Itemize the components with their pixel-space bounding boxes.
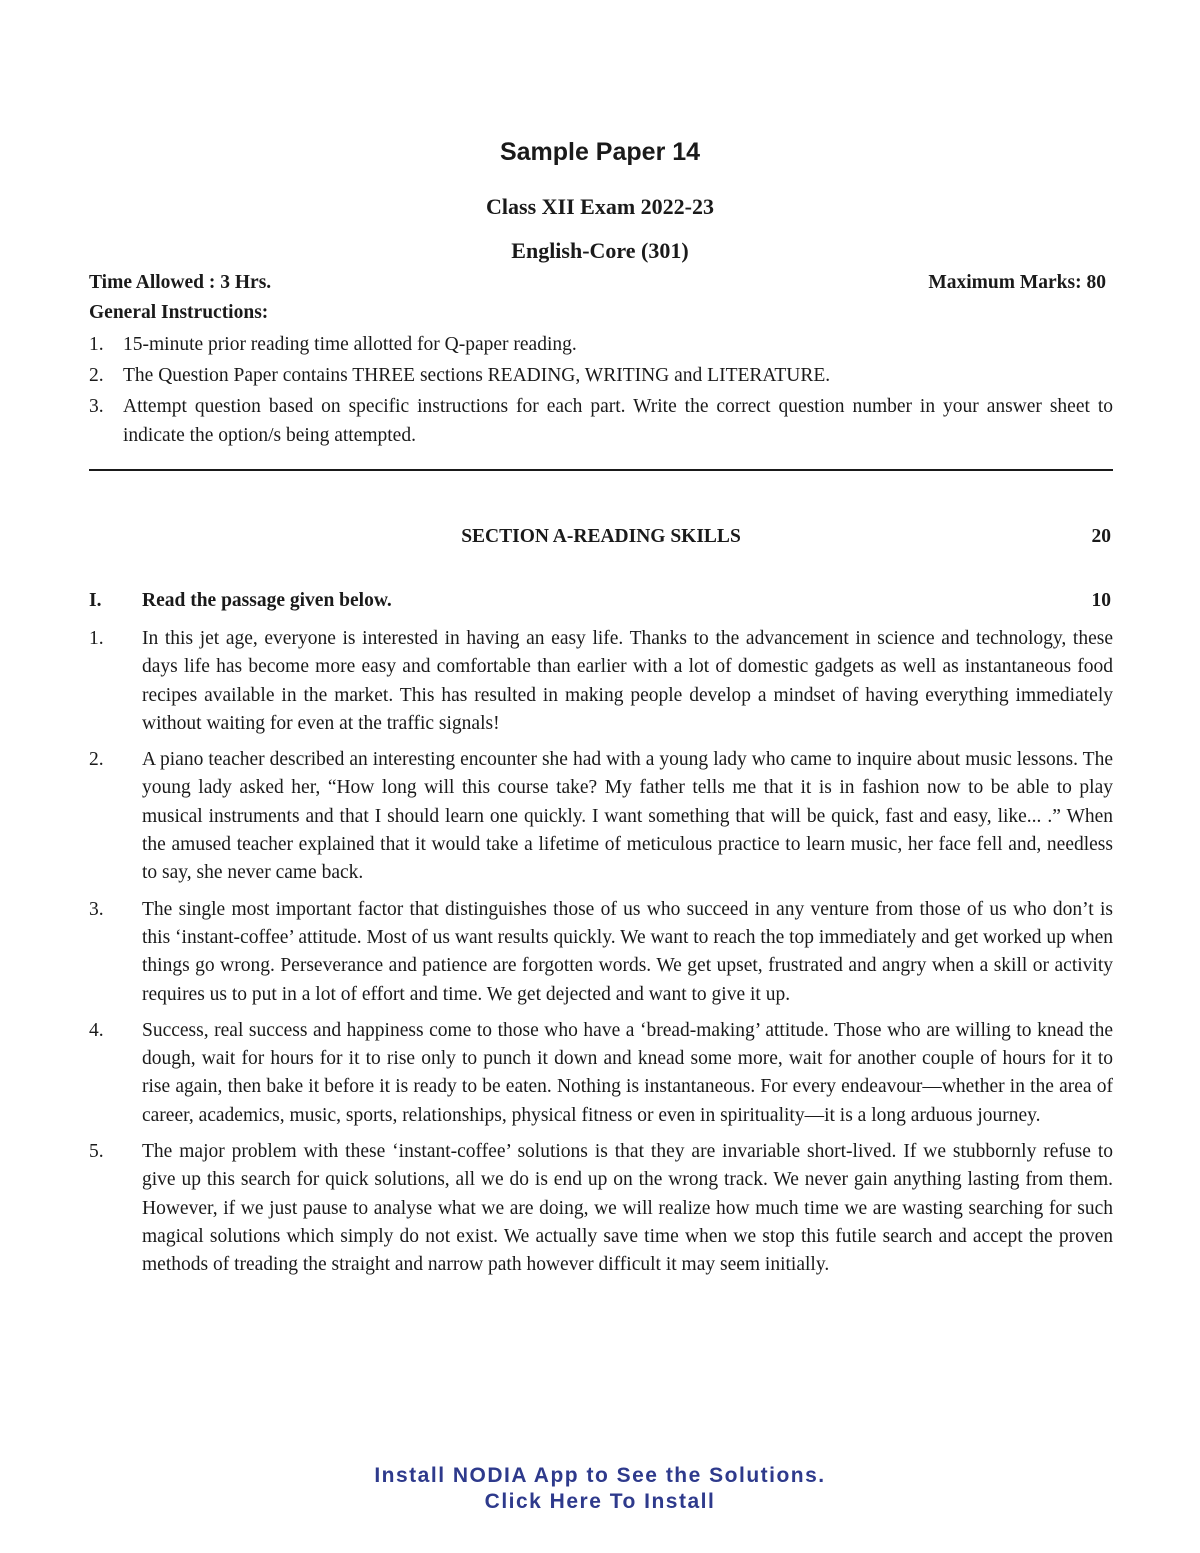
paragraph-number: 4. (89, 1019, 104, 1041)
question-marks: 10 (1091, 590, 1111, 611)
time-allowed: Time Allowed : 3 Hrs. (89, 272, 272, 293)
class-exam-label: Class XII Exam 2022-23 (486, 194, 714, 219)
instruction-item (89, 392, 1113, 450)
install-app-link[interactable]: Install NODIA App to See the Solutions. (374, 1464, 826, 1487)
instruction-number: 3. (89, 396, 104, 417)
passage-paragraph (89, 896, 1113, 1009)
paragraph-number: 5. (89, 1141, 104, 1163)
section-heading (89, 523, 1113, 551)
paper-title: Sample Paper 14 (499, 138, 701, 166)
paragraph-text: In this jet age, everyone is interested in having an easy life. Thanks to the advancement in science and technology, these days life has become more easy and comfortable than earlier with a lot of domestic gadgets as well as instantaneous food recipes available in the market. This has resulted in making people develop a mindset of having everything immediately without waiting for even at the traffic signals! (142, 628, 1113, 734)
instruction-item (89, 361, 1113, 390)
general-instructions-heading: General Instructions: (89, 302, 269, 323)
instruction-item (89, 330, 1113, 359)
horizontal-divider (89, 469, 1113, 471)
instruction-number: 2. (89, 365, 104, 386)
passage-paragraph (89, 746, 1113, 887)
paragraph-text: A piano teacher described an interesting encounter she had with a young lady who came to inquire about music lessons. The young lady asked her, “How long will this course take? My father tells me that it is in fashion now to be able to play musical instruments and that I should learn one quickly. I want something that will be quick, fast and easy, like... .” When the amused teacher explained that it would take a lifetime of meticulous practice to learn music, her face fell and, needless to say, she never came back. (142, 749, 1113, 884)
click-to-install-link[interactable]: Click Here To Install (484, 1490, 716, 1513)
section-title: SECTION A-READING SKILLS (461, 526, 741, 547)
paragraph-number: 2. (89, 749, 104, 771)
passage-paragraph (89, 1138, 1113, 1279)
section-marks: 20 (1091, 526, 1111, 547)
question-number: I. (89, 590, 102, 611)
paragraph-text: The single most important factor that distinguishes those of us who succeed in any venture from those of us who don’t is this ‘instant-coffee’ attitude. Most of us want results quickly. We want to reach the top immediately and get worked up when things go wrong. Perseverance and patience are forgotten words. We get upset, frustrated and angry when a skill or activity requires us to put in a lot of effort and time. We get dejected and want to give it up. (142, 898, 1113, 1005)
instruction-text: The Question Paper contains THREE sections READING, WRITING and LITERATURE. (123, 365, 831, 386)
paragraph-number: 3. (89, 898, 104, 920)
instruction-text: 15-minute prior reading time allotted for Q-paper reading. (123, 334, 577, 355)
paragraph-number: 1. (89, 628, 104, 649)
maximum-marks: Maximum Marks: 80 (928, 272, 1106, 293)
instructions-list (89, 330, 1113, 452)
passage-paragraph (89, 1017, 1113, 1130)
instruction-number: 1. (89, 334, 104, 355)
paragraph-text: The major problem with these ‘instant-coffee’ solutions is that they are invariable short-lived. If we stubbornly refuse to give up this search for quick solutions, all we do is end up on the wrong track. We never gain anything lasting from them. However, if we just pause to analyse what we are doing, we will realize how much time we are wasting searching for such magical solutions which simply do not exist. We actually save time when we stop this futile search and accept the proven methods of treading the straight and narrow path however difficult it may seem initially. (142, 1141, 1113, 1276)
instruction-text: Attempt question based on specific instructions for each part. Write the correct question number in your answer sheet to indicate the option/s being attempted. (123, 396, 1113, 446)
paragraph-text: Success, real success and happiness come to those who have a ‘bread-making’ attitude. Those who are willing to knead the dough, wait for hours for it to rise only to punch it down and knead some more, wait for another couple of hours for it to rise again, then bake it before it is ready to be eaten. Nothing is instantaneous. For every endeavour—whether in the area of career, academics, music, sports, relationships, physical fitness or even in spirituality—it is a long arduous journey. (142, 1019, 1113, 1126)
install-app-banner[interactable] (0, 1463, 1200, 1515)
passage-paragraph (89, 625, 1113, 738)
question-text: Read the passage given below. (142, 590, 392, 611)
passage-paragraphs (89, 625, 1113, 1288)
subject-label: English-Core (301) (511, 238, 689, 263)
